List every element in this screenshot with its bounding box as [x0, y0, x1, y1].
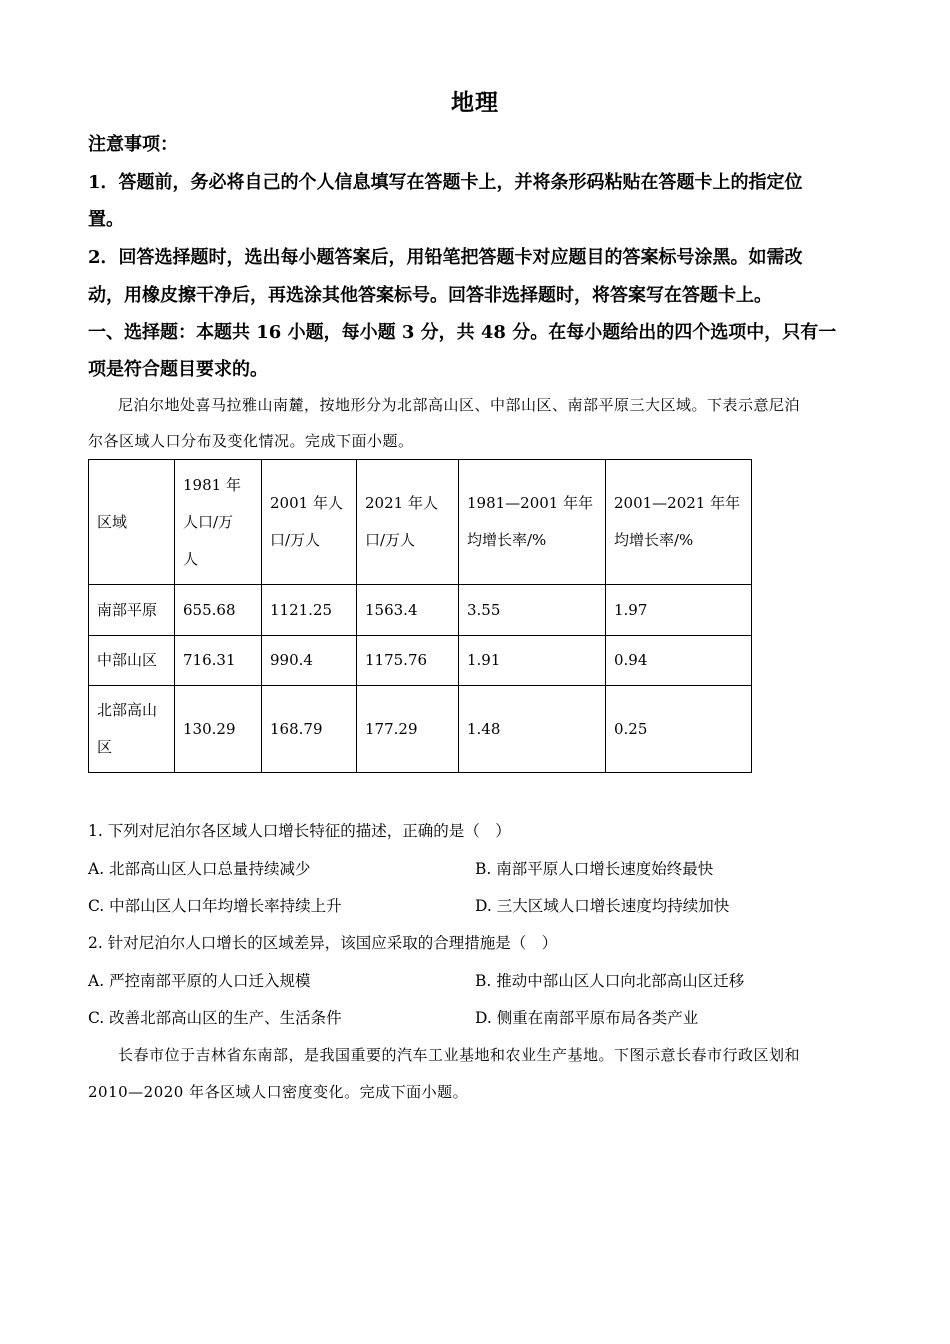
table-row	[89, 686, 752, 773]
question-2-stem: 2. 针对尼泊尔人口增长的区域差异，该国应采取的合理措施是（ ）	[88, 934, 558, 952]
notice-item-1-line-2: 置。	[88, 209, 124, 230]
passage-1-line-2: 尔各区域人口分布及变化情况。完成下面小题。	[88, 432, 414, 450]
q2-option-c[interactable]: C. 改善北部高山区的生产、生活条件	[88, 1009, 342, 1027]
table-cell: 0.94	[606, 636, 752, 686]
table-cell: 177.29	[357, 686, 459, 773]
notice-item-1-line-1: 1．答题前，务必将自己的个人信息填写在答题卡上，并将条形码粘贴在答题卡上的指定位	[88, 172, 803, 193]
notice-heading: 注意事项：	[88, 134, 178, 155]
region-cell: 中部山区	[89, 636, 175, 686]
region-cell: 北部高山 区	[89, 686, 175, 773]
header-cell: 1981 年 人口/万 人	[175, 460, 262, 585]
table-row	[89, 636, 752, 686]
q1-option-a[interactable]: A. 北部高山区人口总量持续减少	[88, 860, 311, 878]
table-cell: 1175.76	[357, 636, 459, 686]
table-cell: 168.79	[262, 686, 357, 773]
population-table	[88, 459, 752, 773]
table-row	[89, 585, 752, 636]
notice-item-2-line-2: 动，用橡皮擦干净后，再选涂其他答案标号。回答非选择题时，将答案写在答题卡上。	[88, 285, 772, 306]
header-cell: 2001—2021 年年 均增长率/%	[606, 460, 752, 585]
q2-option-a[interactable]: A. 严控南部平原的人口迁入规模	[88, 972, 311, 990]
header-cell: 2001 年人 口/万人	[262, 460, 357, 585]
header-cell: 1981—2001 年年 均增长率/%	[459, 460, 606, 585]
table-cell: 990.4	[262, 636, 357, 686]
passage-2-line-1: 长春市位于吉林省东南部，是我国重要的汽车工业基地和农业生产基地。下图示意长春市行政区划和	[118, 1046, 801, 1064]
table-cell: 655.68	[175, 585, 262, 636]
table-cell: 1.97	[606, 585, 752, 636]
section-heading-line-1: 一、选择题：本题共 16 小题，每小题 3 分，共 48 分。在每小题给出的四个选项中，只有一	[88, 322, 837, 343]
table-header-row	[89, 460, 752, 585]
section-heading-line-2: 项是符合题目要求的。	[88, 359, 268, 380]
table-cell: 0.25	[606, 686, 752, 773]
q1-option-d[interactable]: D. 三大区域人口增长速度均持续加快	[475, 897, 730, 915]
table-cell: 1.48	[459, 686, 606, 773]
table-cell: 1.91	[459, 636, 606, 686]
table-cell: 1563.4	[357, 585, 459, 636]
page-title: 地理	[451, 89, 499, 116]
q2-option-b[interactable]: B. 推动中部山区人口向北部高山区迁移	[475, 972, 745, 990]
q1-option-b[interactable]: B. 南部平原人口增长速度始终最快	[475, 860, 714, 878]
table-cell: 1121.25	[262, 585, 357, 636]
table-cell: 130.29	[175, 686, 262, 773]
region-cell: 南部平原	[89, 585, 175, 636]
table-cell: 716.31	[175, 636, 262, 686]
question-1-stem: 1. 下列对尼泊尔各区域人口增长特征的描述，正确的是（ ）	[88, 822, 511, 840]
notice-item-2-line-1: 2．回答选择题时，选出每小题答案后，用铅笔把答题卡对应题目的答案标号涂黑。如需改	[88, 247, 803, 268]
header-cell: 2021 年人 口/万人	[357, 460, 459, 585]
table-cell: 3.55	[459, 585, 606, 636]
q1-option-c[interactable]: C. 中部山区人口年均增长率持续上升	[88, 897, 342, 915]
passage-2-line-2: 2010—2020 年各区域人口密度变化。完成下面小题。	[88, 1083, 469, 1101]
q2-option-d[interactable]: D. 侧重在南部平原布局各类产业	[475, 1009, 699, 1027]
header-cell: 区域	[89, 460, 175, 585]
passage-1-line-1: 尼泊尔地处喜马拉雅山南麓，按地形分为北部高山区、中部山区、南部平原三大区域。下表示意尼泊	[118, 396, 801, 414]
